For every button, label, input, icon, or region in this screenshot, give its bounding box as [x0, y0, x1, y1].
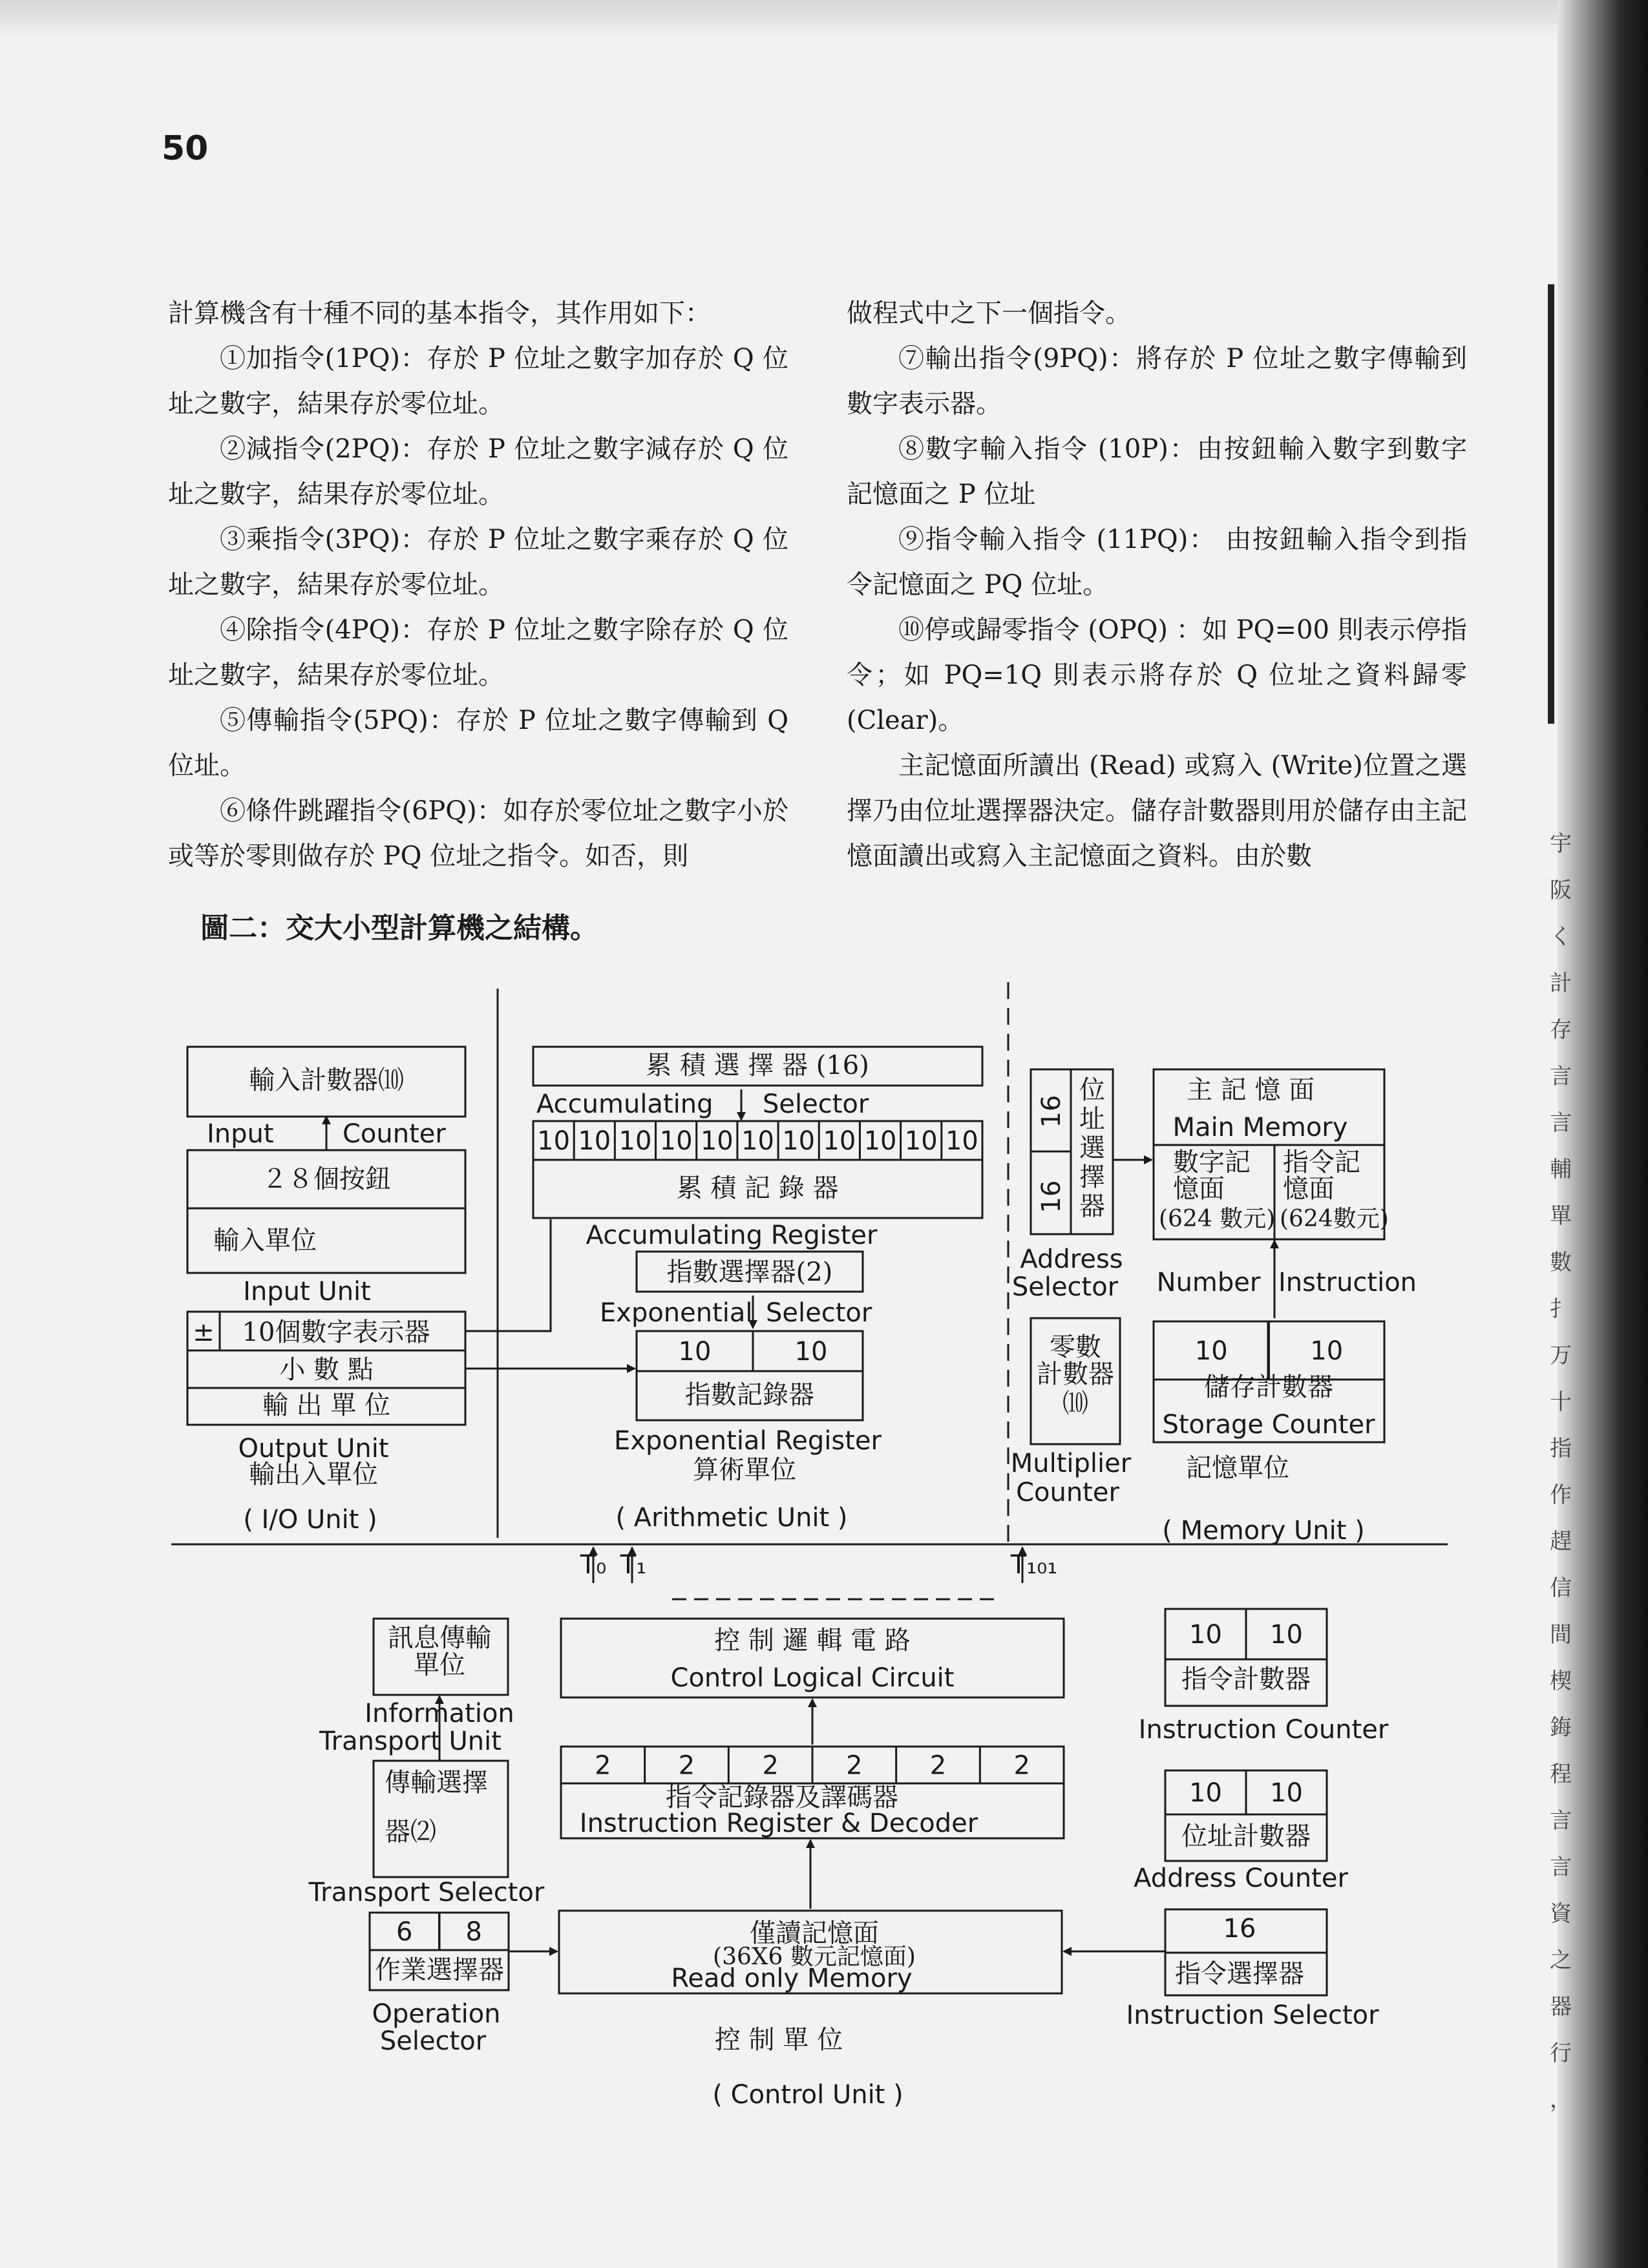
paragraph: ②減指令(2PQ)：存於 P 位址之數字減存於 Q 位址之數字，結果存於零位址。	[168, 434, 788, 509]
addr-sel-num-top: 16	[1037, 1095, 1066, 1128]
storage-counter-en: Storage Counter	[1162, 1410, 1375, 1440]
margin-char: 言	[1550, 1110, 1572, 1136]
acc-register-cell: 10	[782, 1126, 816, 1156]
instruction-register-cell: 2	[678, 1750, 695, 1781]
arith-unit-zh: 算術單位	[693, 1455, 796, 1485]
io-unit-zh: 輸出入單位	[249, 1460, 378, 1489]
transport-selector-en: Transport Selector	[308, 1878, 545, 1907]
number-label: Number	[1156, 1268, 1261, 1297]
operation-selector-en: Operation	[372, 1999, 501, 2029]
acc-register-cell: 10	[659, 1126, 693, 1156]
num-memory-zh: (624 數元)	[1159, 1206, 1276, 1232]
margin-char: 數	[1550, 1250, 1572, 1276]
address-counter-cell: 10	[1270, 1778, 1303, 1808]
timing-t0: T₀	[580, 1550, 607, 1580]
acc-register-cell: 10	[578, 1126, 611, 1156]
paragraph: ⑨指令輸入指令 (11PQ)： 由按鈕輸入指令到指令記憶面之 PQ 位址。	[847, 525, 1467, 600]
operation-selector-cell: 8	[465, 1917, 482, 1947]
margin-char: 計	[1550, 971, 1572, 996]
rom-en: Read only Memory	[671, 1964, 913, 1993]
operation-selector-zh: 作業選擇器	[375, 1955, 504, 1985]
address-counter-en: Address Counter	[1134, 1864, 1348, 1893]
instruction-register-en: Instruction Register & Decoder	[579, 1809, 978, 1838]
output-unit-en: Output Unit	[238, 1434, 389, 1464]
acc-register-cell: 10	[904, 1126, 938, 1156]
addr-sel-char: 選	[1079, 1133, 1105, 1163]
addr-sel-char: 址	[1079, 1104, 1105, 1134]
paragraph: ⑦輸出指令(9PQ)：將存於 P 位址之數字傳輸到數字表示器。	[847, 344, 1467, 419]
counter-label: Counter	[343, 1119, 446, 1149]
acc-register-zh: 累 積 記 錄 器	[676, 1173, 839, 1203]
input-counter-label: 輸入計數器⑽	[249, 1066, 404, 1095]
digit-display-label: 10個數字表示器	[242, 1318, 430, 1347]
acc-selector-zh: 累 積 選 擇 器 (16)	[646, 1051, 869, 1080]
timing-t101: T₁₀₁	[1010, 1550, 1058, 1580]
control-logic-zh: 控 制 邏 輯 電 路	[714, 1626, 911, 1655]
acc-register-cell: 10	[945, 1126, 978, 1156]
addr-sel-char: 器	[1079, 1192, 1105, 1221]
main-memory-en: Main Memory	[1172, 1113, 1348, 1142]
margin-char: 間	[1550, 1622, 1572, 1648]
acc-register-cell: 10	[618, 1126, 652, 1156]
control-unit-zh: 控 制 單 位	[714, 2025, 843, 2055]
acc-register-cell: 10	[741, 1126, 774, 1156]
instruction-register-cell: 2	[595, 1750, 611, 1781]
info-transport-zh: 單位	[414, 1650, 465, 1680]
margin-char: 扌	[1550, 1296, 1572, 1322]
info-transport-en: Information	[364, 1699, 514, 1728]
margin-char: 之	[1550, 1948, 1572, 1973]
margin-char: 存	[1550, 1017, 1572, 1043]
transport-selector-zh: 器⑵	[385, 1817, 436, 1847]
instruction-register-cell: 2	[846, 1750, 863, 1781]
margin-char: 阪	[1550, 877, 1572, 903]
control-logic-en: Control Logical Circuit	[670, 1663, 955, 1693]
instruction-register-zh: 指令記錄器及譯碼器	[666, 1783, 898, 1812]
addr-sel-num-bottom: 16	[1037, 1180, 1066, 1213]
acc-register-cell: 10	[823, 1126, 856, 1156]
instruction-register-cell: 2	[929, 1750, 947, 1781]
margin-char: 單	[1550, 1203, 1572, 1229]
input-unit-en: Input Unit	[243, 1277, 371, 1307]
addr-sel-char: 擇	[1079, 1162, 1105, 1192]
margin-char: 言	[1550, 1064, 1572, 1089]
paragraph: ④除指令(4PQ)：存於 P 位址之數字除存於 Q 位址之數字，結果存於零位址。	[168, 615, 788, 690]
rom-sub: (36X6 數元記憶面)	[713, 1944, 916, 1970]
decimal-point-label: 小 數 點	[279, 1355, 374, 1385]
margin-char: 指	[1550, 1436, 1572, 1462]
acc-word: Accumulating	[536, 1089, 713, 1119]
multiplier-counter-zh: 計數器	[1037, 1360, 1114, 1389]
exp-word: Exponential	[600, 1298, 753, 1328]
output-unit-zh: 輸 出 單 位	[262, 1391, 391, 1420]
paragraph: ③乘指令(3PQ)：存於 P 位址之數字乘存於 Q 位址之數字，結果存於零位址。	[168, 525, 788, 600]
margin-char: 言	[1550, 1808, 1572, 1834]
ins-memory-zh: (624數元)	[1280, 1206, 1389, 1232]
storage-counter-cell: 10	[1310, 1336, 1344, 1366]
instruction-counter-zh: 指令計數器	[1181, 1664, 1311, 1694]
paragraph: ①加指令(1PQ)：存於 P 位址之數字加存於 Q 位址之數字，結果存於零位址。	[168, 344, 788, 419]
multiplier-counter-zh: ⑽	[1062, 1389, 1088, 1418]
input-label: Input	[207, 1119, 274, 1149]
paragraph: 做程式中之下一個指令。	[847, 299, 1131, 328]
arith-unit-en: ( Arithmetic Unit )	[615, 1503, 848, 1533]
info-transport-zh: 訊息傳輸	[388, 1623, 491, 1653]
address-counter-cell: 10	[1189, 1778, 1222, 1808]
memory-unit-en: ( Memory Unit )	[1162, 1516, 1365, 1546]
margin-char: 輔	[1550, 1157, 1572, 1182]
selector-word: Selector	[763, 1089, 869, 1119]
margin-char: 楔	[1550, 1668, 1572, 1694]
exp-register-en: Exponential Register	[614, 1426, 882, 1456]
paragraph: ⑩停或歸零指令 (OPQ) ：如 PQ=00 則表示停指令；如 PQ=1Q 則表示將存於 Q 位址之資料歸零 (Clear)。	[847, 615, 1467, 735]
acc-register-en: Accumulating Register	[586, 1221, 878, 1250]
input-unit-zh: 輸入單位	[213, 1226, 317, 1255]
paragraph: ⑧數字輸入指令 (10P)：由按鈕輸入數字到數字記憶面之 P 位址	[847, 434, 1467, 509]
margin-char: く	[1550, 924, 1572, 950]
operation-selector-en: Selector	[379, 2026, 487, 2056]
paragraph: 主記憶面所讀出 (Read) 或寫入 (Write)位置之選擇乃由位址選擇器決定。儲存計數器則用於儲存由主記憶面讀出或寫入主記憶面之資料。由於數	[847, 751, 1467, 871]
margin-char: ，	[1550, 2087, 1572, 2113]
timing-t1: T₁	[620, 1550, 647, 1580]
selector-word-2: Selector	[1011, 1272, 1119, 1302]
exp-register-cell: 10	[678, 1337, 712, 1367]
address-word: Address	[1020, 1244, 1123, 1274]
paragraph: ⑤傳輸指令(5PQ)：存於 P 位址之數字傳輸到 Q 位址。	[168, 706, 788, 781]
instruction-counter-cell: 10	[1189, 1620, 1222, 1650]
ins-memory-zh: 指令記	[1283, 1148, 1360, 1177]
instruction-register-cell: 2	[762, 1750, 779, 1781]
exp-selector-word: Selector	[766, 1298, 872, 1328]
memory-unit-zh: 記憶單位	[1186, 1453, 1289, 1483]
exp-register-cell: 10	[794, 1337, 828, 1367]
instruction-counter-cell: 10	[1270, 1620, 1303, 1650]
margin-char: 作	[1550, 1482, 1572, 1508]
exp-selector-zh: 指數選擇器(2)	[666, 1257, 833, 1287]
margin-char: 趕	[1550, 1529, 1572, 1555]
margin-char: 器	[1550, 1994, 1572, 2020]
main-memory-zh: 主 記 憶 面	[1186, 1075, 1315, 1105]
multiplier-counter-zh: 零數	[1050, 1332, 1101, 1362]
storage-counter-cell: 10	[1194, 1336, 1228, 1366]
margin-char: 宇	[1550, 831, 1572, 857]
margin-char: 程	[1550, 1761, 1572, 1787]
address-counter-zh: 位址計數器	[1181, 1822, 1311, 1851]
margin-char: 言	[1550, 1854, 1572, 1880]
io-unit-en: ( I/O Unit )	[243, 1505, 377, 1535]
instruction-selector-zh: 指令選擇器	[1175, 1959, 1304, 1989]
plus-minus-sign: ±	[193, 1318, 215, 1347]
margin-char: 万	[1550, 1343, 1572, 1369]
figure-caption: 圖二：交大小型計算機之結構。	[200, 912, 598, 945]
rom-zh: 僅讀記憶面	[750, 1918, 879, 1948]
instruction-counter-en: Instruction Counter	[1138, 1715, 1389, 1745]
margin-char: 信	[1550, 1575, 1572, 1601]
exp-register-zh: 指數記錄器	[685, 1380, 814, 1410]
num-memory-zh: 憶面	[1173, 1174, 1225, 1204]
margin-char: 十	[1550, 1389, 1572, 1415]
page-number: 50	[162, 129, 209, 168]
info-transport-en: Transport Unit	[319, 1727, 502, 1756]
ins-memory-zh: 憶面	[1283, 1174, 1335, 1204]
multiplier-word: Multiplier	[1010, 1449, 1132, 1478]
paragraph: 計算機含有十種不同的基本指令，其作用如下：	[168, 299, 711, 328]
acc-register-cell: 10	[863, 1126, 897, 1156]
instruction-selector-en: Instruction Selector	[1126, 2000, 1379, 2030]
operation-selector-cell: 6	[396, 1917, 413, 1947]
instruction-selector-cell: 16	[1223, 1914, 1256, 1944]
transport-selector-zh: 傳輸選擇	[385, 1768, 488, 1798]
storage-counter-zh: 儲存計數器	[1204, 1372, 1333, 1402]
buttons-label: ２８個按鈕	[262, 1164, 391, 1194]
margin-char: 資	[1550, 1901, 1572, 1927]
acc-register-cell: 10	[700, 1126, 734, 1156]
instruction-label: Instruction	[1278, 1268, 1417, 1297]
instruction-register-cell: 2	[1013, 1750, 1030, 1781]
num-memory-zh: 數字記	[1173, 1148, 1251, 1177]
addr-sel-char: 位	[1079, 1075, 1105, 1105]
margin-char: 行	[1550, 2041, 1572, 2066]
counter-word: Counter	[1016, 1478, 1119, 1507]
margin-char: 鋂	[1550, 1715, 1572, 1741]
control-unit-en: ( Control Unit )	[712, 2080, 903, 2110]
paragraph: ⑥條件跳躍指令(6PQ)：如存於零位址之數字小於或等於零則做存於 PQ 位址之指令。如否，則	[168, 796, 788, 871]
acc-register-cell: 10	[537, 1126, 571, 1156]
